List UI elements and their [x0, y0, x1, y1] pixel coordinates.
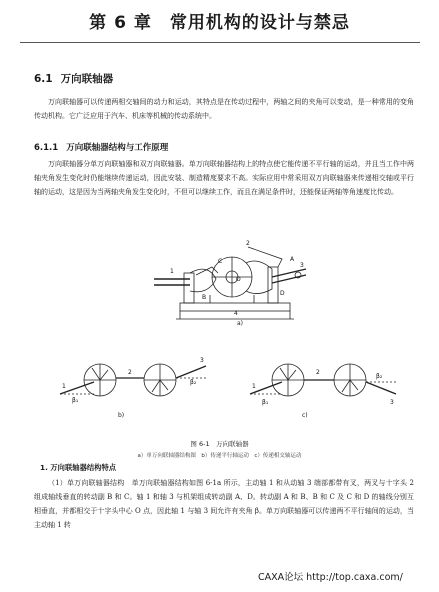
figure-a-single-joint-diagram: [150, 233, 310, 325]
section-heading-6-1: [34, 71, 113, 86]
fig-a-mark-O: O: [236, 276, 241, 283]
fig-a-mark-D: D: [280, 290, 285, 297]
fig-c-mark-three: 3: [390, 399, 394, 406]
fig-a-mark-C: C: [218, 258, 223, 265]
fig-a-mark-one: 1: [170, 268, 174, 275]
fig-a-mark-A: A: [290, 256, 295, 263]
fig-b-mark-two: 2: [128, 369, 132, 376]
footer-watermark: CAXA论坛 http://top.caxa.com/: [258, 572, 403, 583]
fig-b-mark-beta1: β₁: [72, 397, 79, 404]
sub-heading-structure-features: 1. 万向联轴器结构特点: [40, 463, 117, 472]
fig-a-mark-three: 3: [300, 262, 304, 269]
figure-subcaption: a）单万向联轴器结构图 b）传递平行轴运动 c）传递相交轴运动: [137, 453, 302, 459]
section-heading-6-1-1: [34, 141, 168, 153]
principle-paragraph: 万向联轴器分单万向联轴器和双万向联轴器。单万向联轴器结构上的特点使它能传递不平行轴的运动，并且当工作中两轴夹角发生变化时仍能继续传递运动，因此安装、制造精度要求不高。实际应用中常采用双万向联轴器来传递相交轴或平行轴的运动，这是因为当两轴夹角发生变化时，不但可以继续工作，而且在满足条件时，还能保证两轴等角速度比传动。: [34, 160, 414, 196]
fig-b-mark-beta2: β₂: [190, 379, 197, 386]
fig-a-mark-four: 4: [234, 310, 238, 317]
section-number: 6.1: [34, 73, 53, 85]
fig-c-mark-beta2: β₂: [376, 373, 383, 380]
fig-c-mark-beta1: β₁: [262, 399, 269, 406]
subsection-title: 万向联轴器结构与工作原理: [66, 143, 169, 153]
figure-label-c: c): [302, 412, 308, 419]
figure-label-a: a): [237, 320, 244, 327]
fig-a-mark-two: 2: [246, 240, 250, 247]
structure-paragraph: （1）单万向联轴器结构 单万向联轴器结构如图 6-1a 所示，主动轴 1 和从动轴 3 端部都带有叉，两叉与十字头 2 组成轴线垂直的转动副 B 和 C。轴 1 和轴 3 与机架组成转动副 A、D。转动副 A 和 B、B 和 C 及 C 和 D 的轴线分别互相垂直，并都相交于十字头中心 O 点，因此轴 1 与轴 3 间允许有夹角 β。单万向联轴器可以传递两不平行轴间的运动，当主动轴 1 转: [34, 479, 414, 529]
figure-caption: 图 6-1 万向联轴器: [190, 440, 249, 448]
fig-b-mark-three: 3: [200, 357, 204, 364]
intro-paragraph: 万向联轴器可以传递两相交轴间的动力和运动，其特点是在传动过程中，两轴之间的夹角可以变动，是一种常用的变角传动机构。它广泛应用于汽车、机床等机械的传动系统中。: [34, 98, 414, 120]
fig-a-mark-B: B: [202, 294, 207, 301]
fig-b-mark-one: 1: [62, 383, 66, 390]
fig-c-mark-one: 1: [252, 383, 256, 390]
chapter-title: 第 6 章 常用机构的设计与禁忌: [89, 13, 350, 33]
chapter-divider: [20, 42, 420, 43]
figure-label-b: b): [118, 412, 125, 419]
figure-c-intersecting-shaft-diagram: [248, 348, 398, 418]
figure-b-parallel-shaft-diagram: [58, 348, 208, 418]
subsection-number: 6.1.1: [34, 143, 59, 153]
fig-c-mark-two: 2: [316, 369, 320, 376]
section-title: 万向联轴器: [60, 73, 114, 85]
